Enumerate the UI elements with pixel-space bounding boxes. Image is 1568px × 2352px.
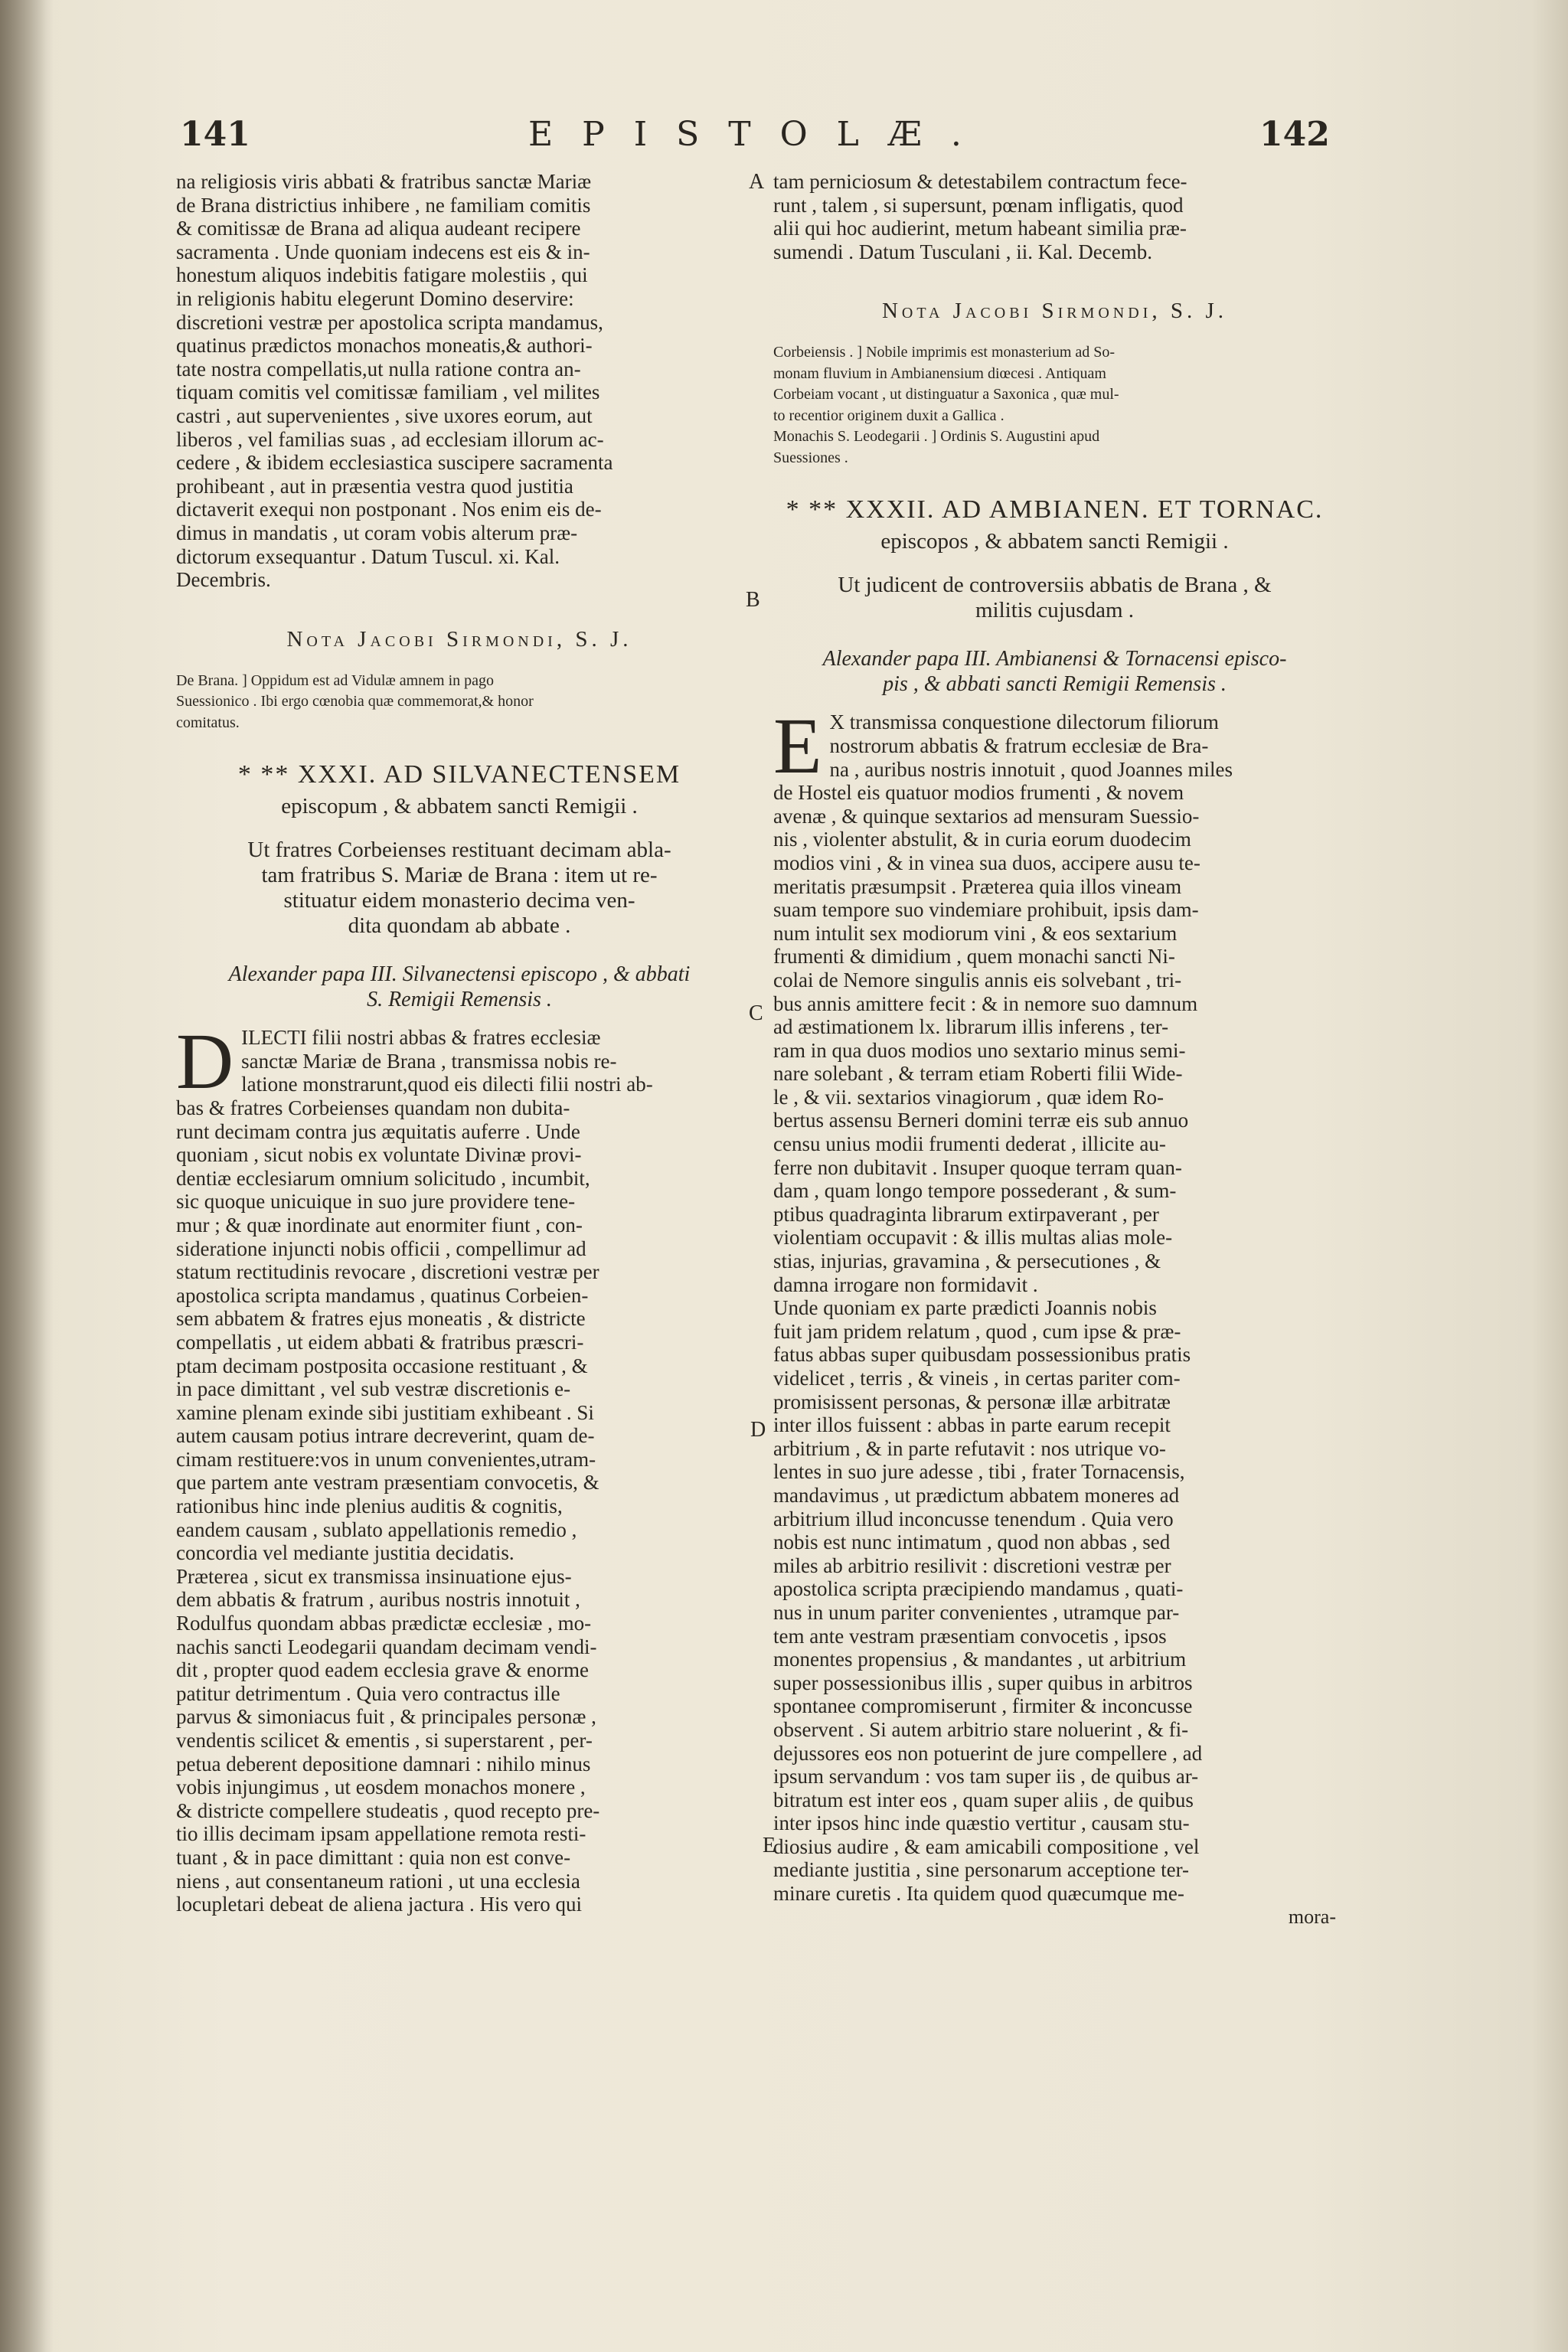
text-line: num intulit sex modiorum vini , & eos sextarium xyxy=(773,921,1178,945)
text-line: mandavimus , ut prædictum abbatem moneres ad xyxy=(773,1483,1180,1507)
text-line: dit , propter quod eadem ecclesia grave & enorme xyxy=(176,1658,590,1682)
text-line: ILECTI filii nostri abbas & fratres ecclesiæ xyxy=(241,1026,601,1050)
epistle-31-argument xyxy=(176,838,743,939)
right-nota-title: Nota Jacobi Sirmondi, S. J. xyxy=(881,299,1228,324)
text-line: runt decimam contra jus æquitatis auferre . Unde xyxy=(176,1119,580,1143)
text-line: observent . Si autem arbitrio stare noluerint , & fi- xyxy=(773,1717,1189,1741)
text-line: eandem causam , sublato appellationis remedio , xyxy=(176,1517,577,1541)
text-line: sideratione injuncti nobis officii , compellimur ad xyxy=(176,1236,586,1260)
text-line: alii qui hoc audierint, metum habeant similia præ- xyxy=(773,217,1187,240)
text-line: sumendi . Datum Tusculani , ii. Kal. Decemb. xyxy=(773,240,1152,263)
text-line: prohibeant , aut in præsentia vestra quod justitia xyxy=(176,474,573,498)
text-line: cedere , & ibidem ecclesiastica suscipere sacramenta xyxy=(176,451,613,475)
text-line: stias, injurias, gravamina , & persecutiones , & xyxy=(773,1250,1161,1273)
text-line: bus annis amittere fecit : & in nemore suo damnum xyxy=(773,991,1198,1015)
nota-line: to recentior originem duxit a Gallica . xyxy=(773,407,1004,424)
text-line: monentes propensius , & mandantes , ut arbitrium xyxy=(773,1648,1187,1671)
text-line: discretioni vestræ per apostolica scripta mandamus, xyxy=(176,310,603,334)
nota-line: Suessionico . Ibi ergo cœnobia quæ commemorat,& honor xyxy=(176,693,534,710)
left-nota-title: Nota Jacobi Sirmondi, S. J. xyxy=(286,626,632,652)
text-line: sacramenta . Unde quoniam indecens est eis & in- xyxy=(176,240,590,263)
text-line: tio illis decimam ipsam appellatione remota resti- xyxy=(176,1822,586,1846)
text-line: petua deberent depositione damnari : nihilo minus xyxy=(176,1752,591,1775)
text-line: modios vini , & in vinea sua duos, accipere ausu te- xyxy=(773,851,1200,874)
salutation-line: Alexander papa III. Ambianensi & Tornacensi episco- xyxy=(822,647,1287,671)
text-line: quoniam , sicut nobis ex voluntate Divinæ provi- xyxy=(176,1143,582,1167)
epistle-32-heading: * ** XXXII. AD AMBIANEN. ET TORNAC. xyxy=(786,495,1324,524)
text-line: dimus in mandatis , ut coram vobis alterum præ- xyxy=(176,521,578,544)
text-line: X transmissa conquestione dilectorum filiorum xyxy=(829,710,1219,734)
margin-letter-c: C xyxy=(749,1001,763,1025)
text-line: dejussores eos non potuerint de jure compellere , ad xyxy=(773,1741,1203,1765)
text-line: inter illos fuissent : abbas in parte earum recepit xyxy=(773,1413,1171,1437)
text-line: arbitrium illud inconcusse tenendum . Quia vero xyxy=(773,1507,1174,1530)
running-title: EPISTOLÆ. xyxy=(528,115,991,154)
left-continuation-text xyxy=(176,170,743,592)
text-line: avenæ , & quinque sextarios ad mensuram Suessio- xyxy=(773,804,1200,828)
epistle-31-subheading: episcopum , & abbatem sancti Remigii . xyxy=(281,794,638,819)
text-line: nus in unum pariter convenientes , utramque par- xyxy=(773,1600,1180,1624)
epistle-31-body xyxy=(176,1018,743,1916)
text-line: tem ante vestram præsentiam convocetis , ipsos xyxy=(773,1624,1167,1648)
margin-letter-e: E xyxy=(763,1834,776,1857)
gutter-shadow xyxy=(0,0,54,2352)
text-line: dentiæ ecclesiarum omnium solicitudo , incumbit, xyxy=(176,1166,590,1190)
page-number-left: 141 xyxy=(180,115,250,154)
text-line: dictaverit exequi non postponant . Nos enim eis de- xyxy=(176,498,602,521)
text-line: ptam decimam postposita occasione restituant , & xyxy=(176,1354,588,1377)
text-line: diosius audire , & eam amicabili compositione , vel xyxy=(773,1834,1200,1858)
running-head xyxy=(0,115,1568,161)
nota-line: monam fluvium in Ambianensium diœcesi . Antiquam xyxy=(773,364,1106,382)
text-line: spontanee compromiserunt , firmiter & inconcusse xyxy=(773,1694,1193,1718)
text-line: de Hostel eis quatuor modios frumenti , & novem xyxy=(773,781,1184,805)
text-line: concordia vel mediante justitia decidatis. xyxy=(176,1541,514,1565)
text-line: dam , quam longo tempore possederant , & sum- xyxy=(773,1179,1177,1203)
text-line: videlicet , terris , & vineis , in certas pariter com- xyxy=(773,1367,1181,1390)
text-line: parvus & simoniacus fuit , & principales personæ , xyxy=(176,1705,596,1729)
text-line: ad æstimationem lx. librarum illis inferens , ter- xyxy=(773,1015,1169,1039)
epistle-32-body xyxy=(773,702,1336,1906)
text-line: liberos , vel familias suas , ad ecclesiam illorum ac- xyxy=(176,427,604,451)
text-line: de Brana districtius inhibere , ne familiam comitis xyxy=(176,193,591,217)
text-line: Unde quoniam ex parte prædicti Joannis nobis xyxy=(773,1296,1157,1320)
text-line: ptibus quadraginta librarum extirpaverant , per xyxy=(773,1202,1159,1226)
text-line: bitratum est inter eos , quam super aliis , de quibus xyxy=(773,1788,1194,1811)
text-line: rationibus hinc inde plenius auditis & cognitis, xyxy=(176,1494,563,1518)
text-line: minare curetis . Ita quidem quod quæcumque me- xyxy=(773,1882,1184,1906)
text-line: honestum aliquos indebitis fatigare molestiis , qui xyxy=(176,263,588,287)
nota-line: De Brana. ] Oppidum est ad Vidulæ amnem in pago xyxy=(176,671,495,689)
text-line: nis , violenter abstulit, & in curia eorum duodecim xyxy=(773,828,1191,851)
right-nota-text xyxy=(773,342,1336,469)
text-line: super possessionibus illis , super quibus in arbitros xyxy=(773,1671,1193,1694)
text-line: & districte compellere studeatis , quod recepto pre- xyxy=(176,1798,600,1822)
epistle-31-heading: * ** XXXI. AD SILVANECTENSEM xyxy=(237,760,681,789)
text-line: nachis sancti Leodegarii quandam decimam vendi- xyxy=(176,1635,597,1658)
text-line: statum rectitudinis revocare , discretioni vestræ per xyxy=(176,1260,599,1284)
argument-line: stituatur eidem monasterio decima ven- xyxy=(283,888,635,913)
margin-letter-d: D xyxy=(750,1418,766,1442)
text-line: miles ab arbitrio resilivit : discretioni vestræ per xyxy=(773,1553,1171,1577)
text-line: vobis injungimus , ut eosdem monachos monere , xyxy=(176,1775,586,1799)
text-line: vendentis scilicet & ementis , si superstarent , per- xyxy=(176,1729,593,1752)
text-line: sanctæ Mariæ de Brana , transmissa nobis re- xyxy=(241,1049,617,1073)
text-line: tiquam comitis vel comitissæ familiam , vel milites xyxy=(176,381,600,404)
text-line: fatus abbas super quibusdam possessionibus pratis xyxy=(773,1343,1191,1367)
left-nota-text xyxy=(176,671,743,734)
text-line: nostrorum abbatis & fratrum ecclesiæ de Bra- xyxy=(829,733,1209,757)
text-line: in pace dimittant , vel sub vestræ discretionis e- xyxy=(176,1377,571,1401)
text-line: mur ; & quæ inordinate aut enormiter fiunt , con- xyxy=(176,1213,583,1236)
text-line: suam tempore suo vindemiare prohibuit, ipsis dam- xyxy=(773,898,1199,922)
text-line: damna irrogare non formidavit . xyxy=(773,1272,1038,1296)
nota-line: comitatus. xyxy=(176,714,240,731)
text-line: ferre non dubitavit . Insuper quoque terram quan- xyxy=(773,1155,1182,1179)
text-line: Decembris. xyxy=(176,568,271,592)
text-line: ipsum servandum : vos tam super iis , de quibus ar- xyxy=(773,1765,1199,1788)
page-number-right: 142 xyxy=(1259,115,1330,154)
epistle-32-salutation xyxy=(773,646,1336,697)
text-line: sic quoque unicuique in suo jure providere tene- xyxy=(176,1190,576,1214)
text-line: censu unius modii frumenti dederat , illicite au- xyxy=(773,1132,1166,1156)
epistle-32-argument xyxy=(773,573,1336,623)
text-line: bertus assensu Berneri domini terræ eis sub annuo xyxy=(773,1109,1189,1132)
text-line: locupletari debeat de aliena jactura . His vero qui xyxy=(176,1893,583,1916)
salutation-line: S. Remigii Remensis . xyxy=(367,988,552,1012)
epistle-32-subheading: episcopos , & abbatem sancti Remigii . xyxy=(880,529,1229,554)
text-line: runt , talem , si supersunt, pœnam infligatis, quod xyxy=(773,193,1184,217)
text-line: na , auribus nostris innotuit , quod Joannes miles xyxy=(829,757,1233,781)
text-line: dictorum exsequantur . Datum Tuscul. xi. Kal. xyxy=(176,544,560,568)
text-line: tate nostra compellatis,ut nulla ratione contra an- xyxy=(176,357,581,381)
text-line: castri , aut supervenientes , sive uxores eorum, aut xyxy=(176,403,593,427)
left-column xyxy=(176,170,743,1916)
text-line: Præterea , sicut ex transmissa insinuatione ejus- xyxy=(176,1564,572,1588)
text-line: quatinus prædictos monachos moneatis,& authori- xyxy=(176,334,593,358)
text-line: promisissent personas, & personæ illæ arbitratæ xyxy=(773,1390,1171,1413)
text-line: violentiam occupavit : & illis multas alias mole- xyxy=(773,1226,1173,1250)
argument-line: tam fratribus S. Mariæ de Brana : item ut re- xyxy=(261,863,658,888)
argument-line: dita quondam ab abbate . xyxy=(348,913,571,939)
text-line: Rodulfus quondam abbas prædictæ ecclesiæ , mo- xyxy=(176,1612,592,1635)
text-line: & comitissæ de Brana ad aliqua audeant recipere xyxy=(176,217,581,240)
drop-initial-e: E xyxy=(773,702,822,791)
text-line: apostolica scripta mandamus , quatinus Corbeien- xyxy=(176,1283,589,1307)
text-line: arbitrium , & in parte refutavit : nos utrique vo- xyxy=(773,1436,1166,1460)
text-line: na religiosis viris abbati & fratribus sanctæ Mariæ xyxy=(176,170,592,193)
salutation-line: pis , & abbati sancti Remigii Remensis . xyxy=(883,672,1227,697)
salutation-line: Alexander papa III. Silvanectensi episcopo , & abbati xyxy=(228,962,691,987)
epistle-31-salutation xyxy=(176,962,743,1012)
nota-line: Suessiones . xyxy=(773,449,848,466)
text-line: latione monstrarunt,quod eis dilecti filii nostri ab- xyxy=(241,1073,653,1096)
text-line: inter ipsos hinc inde quæstio vertitur , causam stu- xyxy=(773,1811,1190,1835)
right-continuation-text xyxy=(773,170,1336,263)
catchword: mora- xyxy=(1288,1905,1336,1928)
margin-letter-a: A xyxy=(749,170,765,194)
text-line: dem abbatis & fratrum , auribus nostris innotuit , xyxy=(176,1588,580,1612)
text-line: sem abbatem & fratres ejus moneatis , & districte xyxy=(176,1307,586,1331)
text-line: autem causam potius intrare decreverint, quam de- xyxy=(176,1424,595,1448)
text-line: meritatis præsumpsit . Præterea quia illos vineam xyxy=(773,874,1182,898)
text-line: xamine plenam exinde sibi justitiam exhibeant . Si xyxy=(176,1400,594,1424)
text-line: in religionis habitu elegerunt Domino deservire: xyxy=(176,286,574,310)
text-line: nare solebant , & terram etiam Roberti filii Wide- xyxy=(773,1062,1183,1086)
text-line: lentes in suo jure adesse , tibi , frater Tornacensis, xyxy=(773,1460,1185,1484)
text-line: tam perniciosum & detestabilem contractum fece- xyxy=(773,170,1187,193)
argument-line: Ut fratres Corbeienses restituant decimam abla- xyxy=(247,838,671,863)
text-line: nobis est nunc intimatum , quod non abbas , sed xyxy=(773,1530,1171,1554)
text-line: colai de Nemore singulis annis eis solvebant , tri- xyxy=(773,968,1182,991)
drop-initial-d: D xyxy=(176,1018,234,1106)
text-line: ram in qua duos modios uno sextario minus semi- xyxy=(773,1038,1186,1062)
nota-line: Corbeiam vocant , ut distinguatur a Saxonica , quæ mul- xyxy=(773,386,1119,403)
text-line: apostolica scripta præcipiendo mandamus , quati- xyxy=(773,1577,1184,1601)
argument-line: Ut judicent de controversiis abbatis de Brana , & xyxy=(838,573,1272,598)
right-column xyxy=(773,170,1336,1929)
text-line: patitur detrimentum . Quia vero contractus ille xyxy=(176,1681,560,1705)
text-line: compellatis , ut eidem abbati & fratribus præscri- xyxy=(176,1330,584,1354)
text-line: niens , aut consentaneum rationi , ut una ecclesia xyxy=(176,1869,580,1893)
text-line: mediante justitia , sine personarum acceptione ter- xyxy=(773,1858,1190,1882)
text-line: le , & vii. sextarios vinagiorum , quæ idem Ro- xyxy=(773,1085,1164,1109)
text-line: fuit jam pridem relatum , quod , cum ipse & præ- xyxy=(773,1319,1181,1343)
text-line: bas & fratres Corbeienses quandam non dubita- xyxy=(176,1096,570,1119)
text-line: frumenti & dimidium , quem monachi sancti Ni- xyxy=(773,945,1175,969)
text-line: que partem ante vestram præsentiam convocetis, & xyxy=(176,1471,599,1494)
nota-line: Corbeiensis . ] Nobile imprimis est monasterium ad So- xyxy=(773,344,1116,361)
nota-line: Monachis S. Leodegarii . ] Ordinis S. Augustini apud xyxy=(773,428,1100,446)
margin-letter-b: B xyxy=(746,588,760,612)
text-line: tuant , & in pace dimittant : quia non est conve- xyxy=(176,1845,571,1869)
argument-line: militis cujusdam . xyxy=(975,598,1135,623)
text-line: cimam restituere:vos in unum convenientes,utram- xyxy=(176,1447,596,1471)
